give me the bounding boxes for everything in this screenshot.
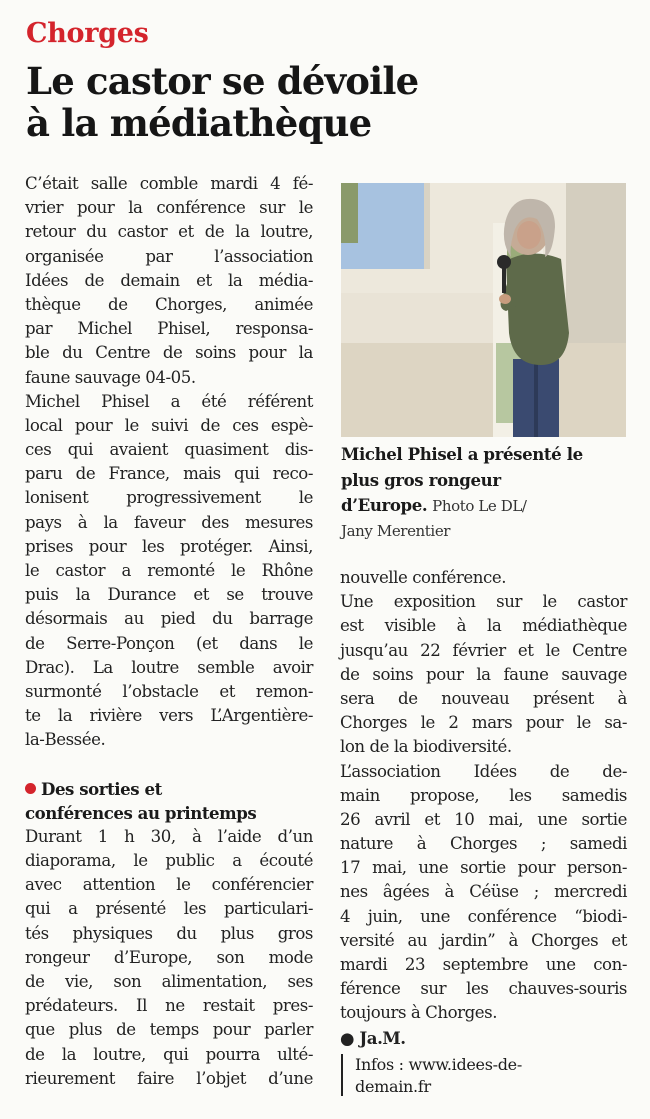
article-column-1 bbox=[25, 172, 313, 1091]
text-line: ces qui avaient quasiment dis- bbox=[25, 440, 313, 460]
text-line: 26 avril et 10 mai, une sortie bbox=[340, 809, 627, 829]
section-subhead bbox=[25, 777, 313, 825]
text-line: surmonté l’obstacle et remon- bbox=[25, 681, 313, 701]
photo-caption bbox=[341, 442, 631, 543]
article-column-2 bbox=[340, 566, 627, 1050]
text-line: vrier pour la conférence sur le bbox=[25, 198, 313, 218]
text-line: prédateurs. Il ne restait pres- bbox=[25, 996, 313, 1016]
author-signature: ● Ja.M. bbox=[340, 1027, 406, 1048]
text-line: est visible à la médiathèque bbox=[340, 616, 627, 636]
text-line: sera de nouveau présent à bbox=[340, 688, 627, 708]
text-line: toujours à Chorges. bbox=[340, 1003, 498, 1023]
text-line: lon de la biodiversité. bbox=[340, 737, 512, 757]
text-line: par Michel Phisel, responsa- bbox=[25, 319, 313, 339]
text-line: puis la Durance et se trouve bbox=[25, 585, 313, 605]
text-line: Michel Phisel a été référent bbox=[25, 391, 313, 411]
text-line: prises pour les protéger. Ainsi, bbox=[25, 536, 313, 556]
text-line: versité au jardin” à Chorges et bbox=[340, 930, 627, 950]
text-line: que plus de temps pour parler bbox=[25, 1020, 313, 1040]
column-2-body bbox=[340, 566, 627, 1026]
speaker-photo-illustration bbox=[341, 183, 626, 437]
text-line: Drac). La loutre semble avoir bbox=[25, 657, 313, 677]
photo-credit: Photo Le DL/ bbox=[432, 497, 527, 515]
text-line: de Serre-Ponçon (et dans le bbox=[25, 633, 313, 653]
text-line: nes âgées à Céüse ; mercredi bbox=[340, 882, 627, 902]
text-line: retour du castor et de la loutre, bbox=[25, 222, 313, 242]
text-line: diaporama, le public a écouté bbox=[25, 851, 313, 871]
text-line: Chorges le 2 mars pour le sa- bbox=[340, 713, 627, 733]
text-line: de vie, son alimentation, ses bbox=[25, 972, 313, 991]
text-line: pays à la faveur des mesures bbox=[25, 512, 313, 532]
text-line: de la loutre, qui pourra ulté- bbox=[25, 1044, 313, 1064]
headline-line-1: Le castor se dévoile bbox=[26, 59, 419, 103]
text-line: Durant 1 h 30, à l’aide d’un bbox=[25, 826, 313, 846]
article-photo bbox=[341, 183, 626, 437]
text-line: paru de France, mais qui reco- bbox=[25, 464, 313, 484]
text-line: C’était salle comble mardi 4 fé- bbox=[25, 174, 313, 193]
caption-line-3: d’Europe. Photo Le DL/ bbox=[341, 495, 527, 515]
info-box bbox=[341, 1030, 626, 1102]
text-line: faune sauvage 04-05. bbox=[25, 367, 196, 387]
text-line: 4 juin, une conférence “biodi- bbox=[340, 906, 627, 926]
text-line: le castor a remonté le Rhône bbox=[25, 561, 313, 580]
subhead-line-2: conférences au printemps bbox=[25, 802, 257, 823]
location-kicker: Chorges bbox=[26, 18, 149, 49]
text-line: lonisent progressivement le bbox=[25, 488, 313, 508]
text-line: thèque de Chorges, animée bbox=[25, 294, 313, 314]
text-line: la-Bessée. bbox=[25, 730, 106, 750]
headline-line-2: à la médiathèque bbox=[26, 101, 372, 145]
text-line: férence sur les chauves-souris bbox=[340, 979, 627, 999]
info-line-2: demain.fr bbox=[355, 1077, 431, 1096]
text-line: nouvelle conférence. bbox=[340, 568, 507, 587]
subhead-line-1: Des sorties et bbox=[25, 777, 313, 801]
caption-line-2: plus gros rongeur bbox=[341, 469, 501, 490]
text-line: rongeur d’Europe, son mode bbox=[25, 947, 313, 967]
text-line: 17 mai, une sortie pour person- bbox=[340, 858, 627, 878]
text-line: de soins pour la faune sauvage bbox=[340, 664, 627, 684]
text-line: rieurement faire l’objet d’une bbox=[25, 1068, 313, 1088]
section-gap bbox=[25, 753, 313, 777]
bullet-dot-icon bbox=[25, 783, 36, 794]
text-line: jusqu’au 22 février et le Centre bbox=[340, 640, 627, 660]
text-line: local pour le suivi de ces espè- bbox=[25, 415, 313, 435]
text-line: mardi 23 septembre une con- bbox=[340, 955, 627, 974]
text-line: main propose, les samedis bbox=[340, 785, 627, 805]
text-line: Une exposition sur le castor bbox=[340, 592, 627, 612]
info-line-1: Infos : www.idees-de- bbox=[355, 1055, 522, 1074]
text-line: organisée par l’association bbox=[25, 246, 313, 266]
caption-line-1: Michel Phisel a présenté le bbox=[341, 444, 583, 464]
text-line: Idées de demain et la média- bbox=[25, 270, 313, 290]
info-text bbox=[355, 1054, 522, 1098]
column-1-part-b bbox=[25, 825, 313, 1091]
column-1-part-a bbox=[25, 172, 313, 753]
text-line: te la rivière vers L’Argentière- bbox=[25, 706, 313, 726]
photo-credit-name: Jany Merentier bbox=[341, 521, 451, 540]
text-line: avec attention le conférencier bbox=[25, 875, 313, 895]
text-line: nature à Chorges ; samedi bbox=[340, 834, 627, 854]
text-line: qui a présenté les particulari- bbox=[25, 899, 313, 919]
info-bar-divider bbox=[341, 1054, 343, 1096]
text-line: désormais au pied du barrage bbox=[25, 609, 313, 629]
text-line: ble du Centre de soins pour la bbox=[25, 343, 313, 363]
article-headline bbox=[26, 60, 636, 144]
text-line: tés physiques du plus gros bbox=[25, 923, 313, 943]
text-line: L’association Idées de de- bbox=[340, 761, 627, 781]
